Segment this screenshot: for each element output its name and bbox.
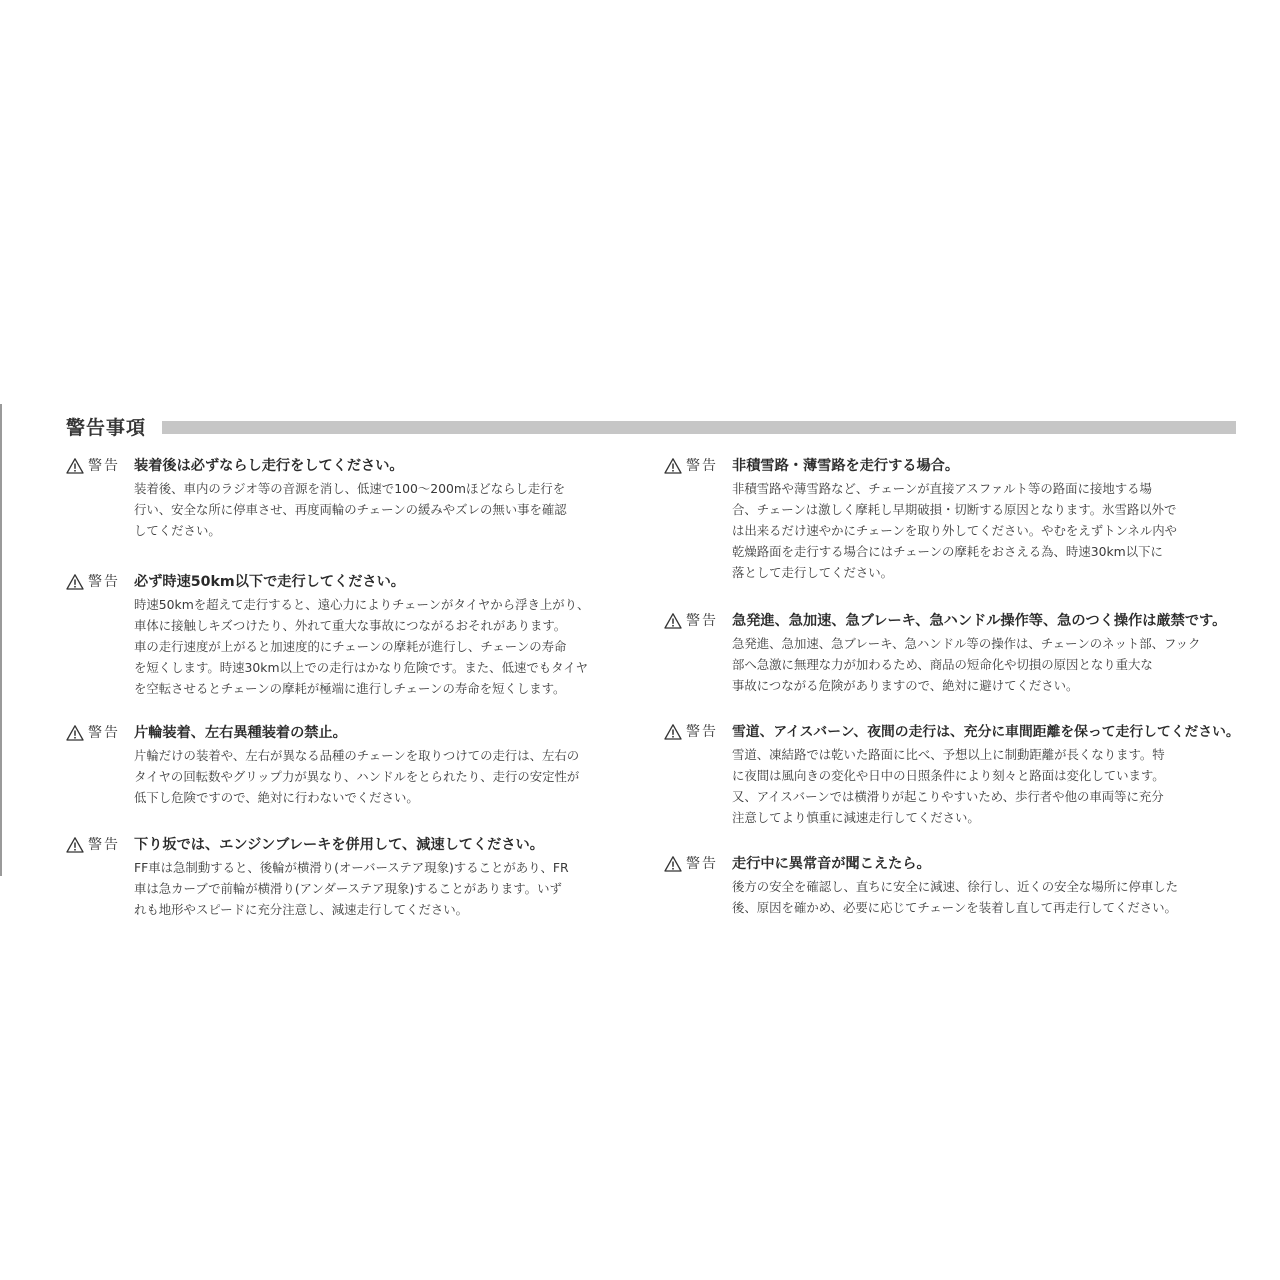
warning-body-line: 行い、安全な所に停車させ、再度両輪のチェーンの緩みやズレの無い事を確認: [134, 502, 567, 517]
warning-label: 警告: [88, 837, 120, 853]
warning-body-line: を短くします。時速30km以上での走行はかなり危険です。また、低速でもタイヤ: [134, 660, 589, 675]
header-divider-bar: [162, 421, 1236, 434]
warning-triangle-icon: [664, 723, 682, 741]
warning-item: [66, 833, 644, 920]
warning-head: [66, 454, 644, 478]
warning-item: [664, 852, 1242, 918]
warning-body: [134, 594, 644, 699]
warning-head: [66, 721, 644, 745]
warning-body: [134, 478, 644, 541]
warning-body-line: 後、原因を確かめ、必要に応じてチェーンを装着し直して再走行してください。: [732, 900, 1177, 915]
warning-body-line: 部へ急激に無理な力が加わるため、商品の短命化や切損の原因となり重大な: [732, 657, 1153, 672]
warning-body: [732, 876, 1242, 918]
warning-body-line: を空転させるとチェーンの摩耗が極端に進行しチェーンの寿命を短くします。: [134, 681, 566, 696]
warning-head: [664, 852, 1242, 876]
warning-body-line: 注意してより慎重に減速走行してください。: [732, 810, 980, 825]
warning-label: 警告: [88, 725, 120, 741]
warning-item: [664, 454, 1242, 583]
warnings-right-column: [664, 454, 1242, 918]
warning-body-line: に夜間は風向きの変化や日中の日照条件により刻々と路面は変化しています。: [732, 768, 1165, 783]
warning-triangle-icon: [664, 855, 682, 873]
warning-item: [664, 609, 1242, 696]
warning-body: [732, 633, 1242, 696]
warning-head: [66, 833, 644, 857]
warning-body-line: 雪道、凍結路では乾いた路面に比べ、予想以上に制動距離が長くなります。特: [732, 747, 1165, 762]
warning-item: [66, 454, 644, 541]
warning-title: 雪道、アイスバーン、夜間の走行は、充分に車間距離を保って走行してください。: [732, 724, 1240, 740]
warning-label: 警告: [686, 458, 718, 474]
warning-triangle-icon: [66, 724, 84, 742]
warning-triangle-icon: [66, 573, 84, 591]
warning-title: 急発進、急加速、急ブレーキ、急ハンドル操作等、急のつく操作は厳禁です。: [732, 613, 1227, 629]
warning-body: [732, 744, 1242, 828]
warning-body: [134, 745, 644, 808]
warning-body-line: は出来るだけ速やかにチェーンを取り外してください。やむをえずトンネル内や: [732, 523, 1178, 538]
warning-body-line: してください。: [134, 523, 221, 538]
warning-body-line: FF車は急制動すると、後輪が横滑り(オーバーステア現象)することがあり、FR: [134, 860, 569, 875]
warning-body-line: 急発進、急加速、急ブレーキ、急ハンドル等の操作は、チェーンのネット部、フック: [732, 636, 1201, 651]
left-edge-line: [0, 404, 2, 876]
warning-body-line: 装着後、車内のラジオ等の音源を消し、低速で100〜200mほどならし走行を: [134, 481, 566, 496]
warning-label: 警告: [88, 574, 120, 590]
warning-label: 警告: [686, 856, 718, 872]
warning-body-line: 片輪だけの装着や、左右が異なる品種のチェーンを取りつけての走行は、左右の: [134, 748, 580, 763]
warning-triangle-icon: [664, 612, 682, 630]
warning-label: 警告: [88, 458, 120, 474]
warning-body-line: 低下し危険ですので、絶対に行わないでください。: [134, 790, 419, 805]
warning-head: [664, 609, 1242, 633]
warning-title: 装着後は必ずならし走行をしてください。: [134, 458, 404, 474]
section-header: [66, 414, 1236, 442]
warning-title: 走行中に異常音が聞こえたら。: [732, 856, 931, 872]
warning-triangle-icon: [66, 836, 84, 854]
warning-body-line: 時速50kmを超えて走行すると、遠心力によりチェーンがタイヤから浮き上がり、: [134, 597, 590, 612]
warning-title: 非積雪路・薄雪路を走行する場合。: [732, 458, 960, 474]
warning-item: [66, 721, 644, 808]
warning-head: [664, 720, 1242, 744]
warning-body-line: 又、アイスバーンでは横滑りが起こりやすいため、歩行者や他の車両等に充分: [732, 789, 1164, 804]
warning-title: 必ず時速50km以下で走行してください。: [134, 574, 405, 590]
warning-body: [732, 478, 1242, 583]
warning-body-line: 後方の安全を確認し、直ちに安全に減速、徐行し、近くの安全な場所に停車した: [732, 879, 1179, 894]
warning-title: 片輪装着、左右異種装着の禁止。: [134, 725, 347, 741]
section-title: 警告事項: [66, 417, 147, 439]
warning-body: [134, 857, 644, 920]
warning-body-line: れも地形やスピードに充分注意し、減速走行してください。: [134, 902, 469, 917]
warning-body-line: 車は急カーブで前輪が横滑り(アンダーステア現象)することがあります。いず: [134, 881, 562, 896]
warning-head: [664, 454, 1242, 478]
warnings-left-column: [66, 454, 644, 920]
warning-body-line: 車体に接触しキズつけたり、外れて重大な事故につながるおそれがあります。: [134, 618, 567, 633]
warning-body-line: タイヤの回転数やグリップ力が異なり、ハンドルをとられたり、走行の安定性が: [134, 769, 580, 784]
warning-label: 警告: [686, 724, 718, 740]
warning-triangle-icon: [664, 457, 682, 475]
warning-body-line: 事故につながる危険がありますので、絶対に避けてください。: [732, 678, 1079, 693]
warning-item: [66, 570, 644, 699]
warning-body-line: 車の走行速度が上がると加速度的にチェーンの摩耗が進行し、チェーンの寿命: [134, 639, 567, 654]
warning-body-line: 落として走行してください。: [732, 565, 894, 580]
warning-body-line: 乾燥路面を走行する場合にはチェーンの摩耗をおさえる為、時速30km以下に: [732, 544, 1163, 559]
warning-item: [664, 720, 1242, 828]
warning-title: 下り坂では、エンジンブレーキを併用して、減速してください。: [134, 837, 544, 853]
warning-triangle-icon: [66, 457, 84, 475]
warning-body-line: 合、チェーンは激しく摩耗し早期破損・切断する原因となります。氷雪路以外で: [732, 502, 1177, 517]
warning-head: [66, 570, 644, 594]
warning-body-line: 非積雪路や薄雪路など、チェーンが直接アスファルト等の路面に接地する場: [732, 481, 1152, 496]
warning-label: 警告: [686, 613, 718, 629]
